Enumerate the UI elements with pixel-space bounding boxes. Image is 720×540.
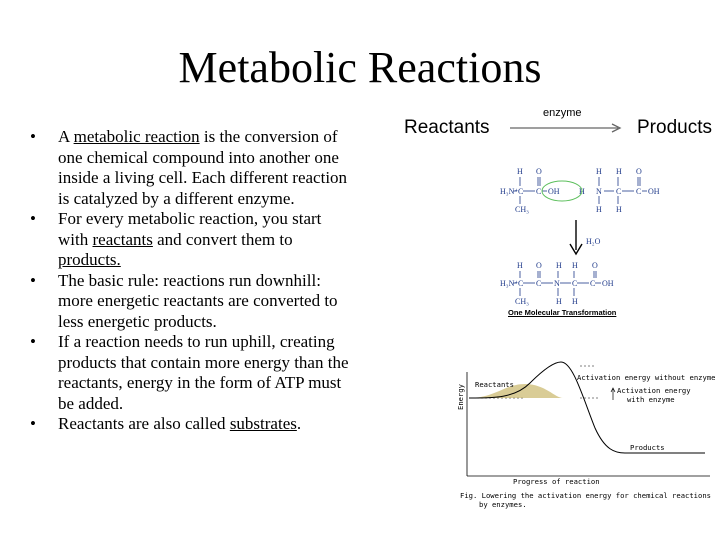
- methyl-label: CH₃: [515, 297, 529, 306]
- slide-title: Metabolic Reactions: [178, 43, 542, 92]
- bullet-text: .: [296, 414, 302, 433]
- atom-label: H: [572, 297, 578, 306]
- energy-caption-1: Fig. Lowering the activation energy for chemical reactions: [460, 491, 711, 500]
- down-arrow-icon: [570, 220, 582, 254]
- molecule-caption: One Molecular Transformation: [508, 308, 617, 317]
- atom-label: H: [616, 167, 622, 176]
- term-metabolic-reaction: metabolic reaction: [73, 127, 200, 146]
- bullet-dot: •: [30, 332, 36, 351]
- atom-label: C: [636, 187, 642, 196]
- methyl-label: CH₃: [515, 205, 529, 214]
- with-enzyme-label-2: with enzyme: [627, 395, 675, 404]
- bullet-text: If a reaction needs to run uphill, creating products that contain more energy than the reactants, energy in the form of ATP must be added.: [58, 332, 349, 413]
- products-label: Products: [637, 117, 712, 138]
- atom-label: O: [592, 261, 598, 270]
- atom-label: C: [518, 187, 524, 196]
- bullet-dot: •: [30, 127, 36, 146]
- atom-label: H₃N⁺: [500, 187, 519, 196]
- atom-label: H: [572, 261, 578, 270]
- with-enzyme-label-1: Activation energy: [617, 386, 691, 395]
- x-axis-label: Progress of reaction: [513, 477, 600, 486]
- bullet-list: [30, 127, 352, 435]
- atom-label: C: [536, 279, 542, 288]
- bullet-text: The basic rule: reactions run downhill: more energetic reactants are converted to less energetic products.: [58, 270, 338, 331]
- atom-label: H: [556, 261, 562, 270]
- energy-caption-2: by enzymes.: [479, 500, 527, 509]
- reactants-curve-label: Reactants: [475, 380, 514, 389]
- atom-label: H₃N⁺: [500, 279, 519, 288]
- atom-label: H: [596, 167, 602, 176]
- atom-label: H: [517, 261, 523, 270]
- atom-label: N: [554, 279, 560, 288]
- molecule-diagram: [500, 160, 665, 325]
- reaction-header: [400, 107, 720, 150]
- atom-label: OH: [548, 187, 560, 196]
- atom-label: H: [517, 167, 523, 176]
- bullet-text: is the conversion of one chemical compound into another one inside a living cell. Each different reaction is catalyzed by a different enzyme.: [58, 127, 348, 208]
- atom-label: C: [536, 187, 542, 196]
- atom-label: O: [536, 167, 542, 176]
- atom-label: C: [616, 187, 622, 196]
- activation-arrow-icon: [611, 388, 615, 400]
- bullet-item: [30, 332, 352, 414]
- y-axis-label: Energy: [456, 384, 465, 410]
- bullet-item: [30, 414, 352, 435]
- water-label: H₂O: [586, 237, 601, 246]
- reaction-arrow-icon: [508, 116, 626, 140]
- atom-label: H: [596, 205, 602, 214]
- bullet-dot: •: [30, 209, 36, 228]
- bullet-dot: •: [30, 414, 36, 433]
- bullet-text: and convert them to: [152, 229, 293, 249]
- term-substrates: substrates: [229, 414, 297, 433]
- atom-label: O: [536, 261, 542, 270]
- bullet-item: [30, 271, 352, 333]
- atom-label: OH: [602, 279, 614, 288]
- products-curve-label: Products: [630, 443, 665, 452]
- atom-label: H: [556, 297, 562, 306]
- atom-label: N: [596, 187, 602, 196]
- without-enzyme-label: Activation energy without enzyme: [577, 373, 716, 382]
- enzyme-label: enzyme: [543, 107, 582, 119]
- term-products: products.: [58, 250, 121, 269]
- atom-label: OH: [648, 187, 660, 196]
- atom-label: C: [572, 279, 578, 288]
- bullet-text: A: [58, 127, 74, 146]
- term-reactants: reactants: [92, 229, 153, 249]
- atom-label: C: [590, 279, 596, 288]
- energy-diagram: [455, 358, 720, 513]
- bullet-dot: •: [30, 270, 36, 290]
- atom-label: C: [518, 279, 524, 288]
- reactants-label: Reactants: [404, 117, 490, 138]
- bullet-text: Reactants are also called: [58, 414, 230, 433]
- bullet-item: [30, 209, 352, 271]
- bullet-item: [30, 127, 352, 209]
- atom-label: H: [616, 205, 622, 214]
- bullet-text: For every metabolic reaction, you start with: [58, 209, 322, 249]
- atom-label: H: [579, 187, 585, 196]
- atom-label: O: [636, 167, 642, 176]
